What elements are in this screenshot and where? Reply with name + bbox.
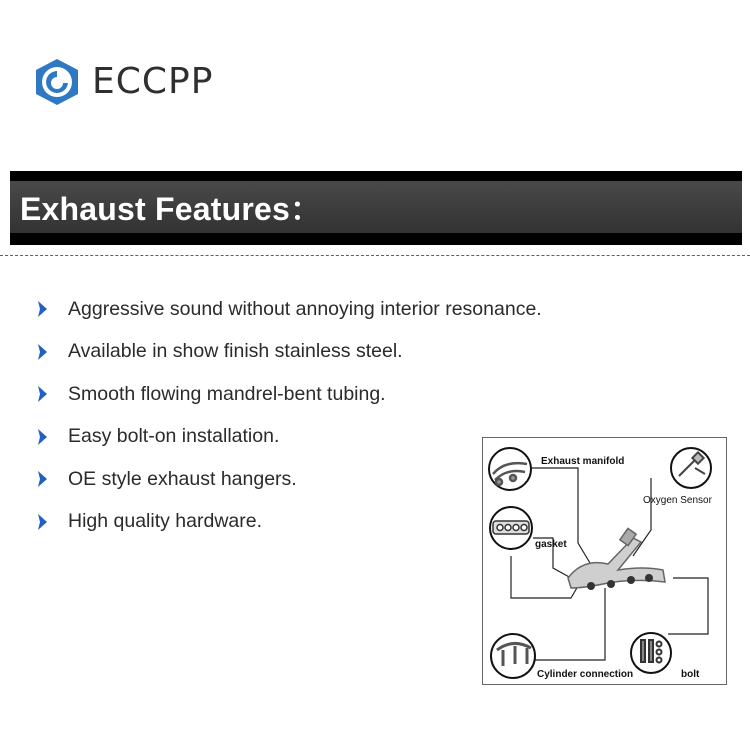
label-cylinder-connection: Cylinder connection (537, 669, 634, 680)
parts-diagram (482, 437, 727, 685)
feature-item (36, 458, 542, 501)
bullet-arrow-icon (36, 385, 48, 403)
brand-logo (30, 56, 213, 108)
dashed-divider (0, 255, 750, 256)
hexagon-nut-icon (30, 56, 84, 108)
bullet-arrow-icon (36, 300, 48, 318)
bullet-arrow-icon (36, 470, 48, 488)
feature-text: Smooth flowing mandrel-bent tubing. (68, 382, 386, 405)
feature-text: Available in show finish stainless steel. (68, 340, 403, 363)
label-bolt: bolt (681, 669, 700, 680)
label-oxygen-sensor: Oxygen Sensor (643, 495, 712, 506)
bullet-arrow-icon (36, 343, 48, 361)
feature-item (36, 331, 542, 374)
bullet-arrow-icon (36, 513, 48, 531)
diagram-drawing (483, 438, 728, 686)
bullet-arrow-icon (36, 428, 48, 446)
feature-item (36, 501, 542, 544)
banner-bar (10, 181, 742, 233)
feature-text: High quality hardware. (68, 510, 263, 533)
banner-title: Exhaust Features： (20, 191, 323, 227)
feature-item (36, 373, 542, 416)
brand-name: ECCPP (92, 61, 214, 102)
feature-item (36, 416, 542, 459)
feature-item (36, 288, 542, 331)
label-exhaust-manifold: Exhaust manifold (541, 456, 625, 467)
feature-text: OE style exhaust hangers. (68, 467, 297, 490)
label-gasket: gasket (535, 539, 567, 550)
feature-text: Easy bolt-on installation. (68, 425, 280, 448)
section-banner (10, 171, 742, 245)
feature-text: Aggressive sound without annoying interior resonance. (68, 297, 542, 320)
feature-list (36, 288, 542, 543)
